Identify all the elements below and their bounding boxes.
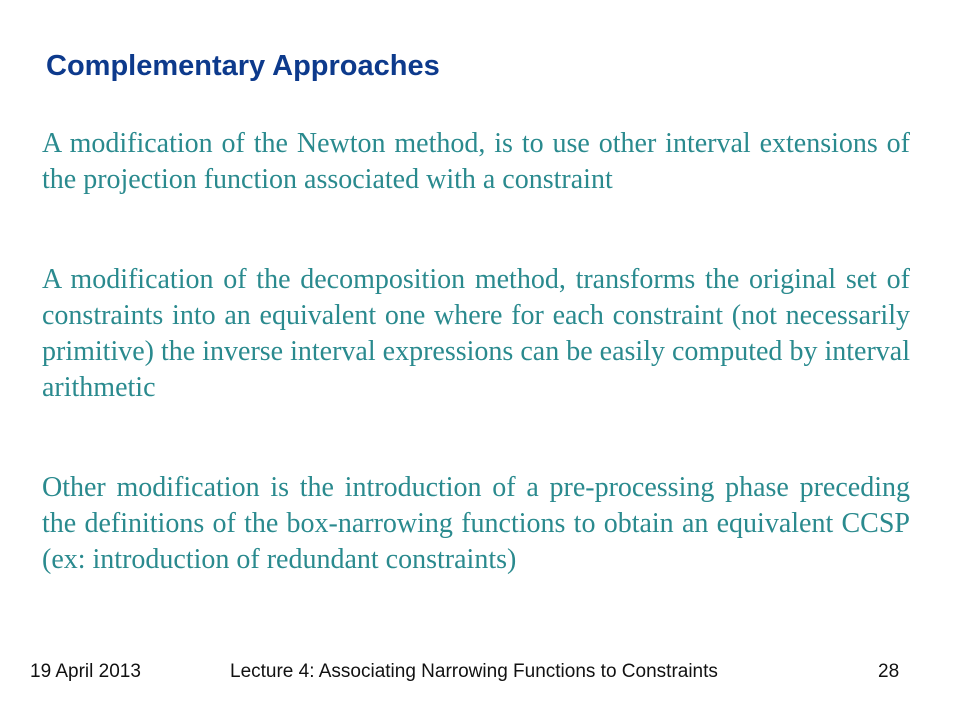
paragraph-newton-modification: A modification of the Newton method, is to use other interval extensions of the projection function associated with a constraint	[42, 128, 910, 195]
paragraph-preprocessing-modification: Other modification is the introduction of a pre-processing phase preceding the definitions of the box-narrowing functions to obtain an equivalent CCSP (ex: introduction of redundant constraints)	[42, 472, 910, 575]
slide-title: Complementary Approaches	[46, 50, 440, 82]
footer-lecture-title: Lecture 4: Associating Narrowing Functions to Constraints	[230, 661, 718, 682]
paragraph-decomposition-modification: A modification of the decomposition method, transforms the original set of constraints into an equivalent one where for each constraint (not necessarily primitive) the inverse interval expressions can be easily computed by interval arithmetic	[42, 264, 910, 403]
footer-page-number: 28	[878, 661, 900, 682]
footer-date: 19 April 2013	[30, 661, 141, 682]
